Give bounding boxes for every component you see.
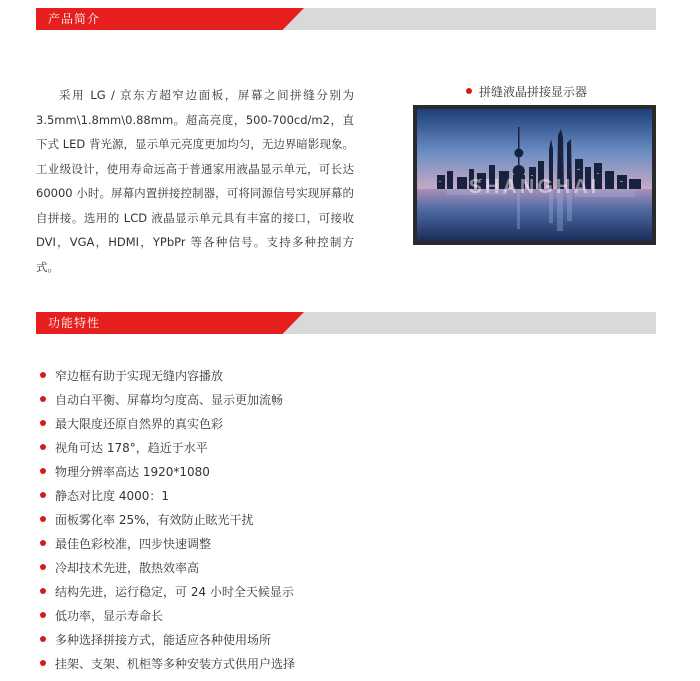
bullet-dot-icon	[40, 588, 46, 594]
intro-paragraph: 采用 LG / 京东方超窄边面板，屏幕之间拼缝分别为 3.5mm\1.8mm\0.88mm。超高亮度，500-700cd/m2，直下式 LED 背光源，显示单元亮度更加均匀，无边界暗影现象。工业级设计，使用寿命远高于普通家用液晶显示单元，可长达 60000 小时。屏幕内置拼接控制器，可将同源信号实现屏幕的自拼接。选用的 LCD 液晶显示单元具有丰富的接口，可接收 DVI，VGA，HDMI，YPbPr 等各种信号。支持多种控制方式。	[36, 88, 354, 274]
feature-item-text: 冷却技术先进，散热效率高	[55, 560, 200, 575]
bullet-dot-icon	[40, 612, 46, 618]
feature-item	[40, 627, 295, 651]
bullet-dot-icon	[40, 420, 46, 426]
feature-item-text: 面板雾化率 25%，有效防止眩光干扰	[55, 512, 254, 527]
feature-item	[40, 579, 295, 603]
product-image-caption	[466, 82, 587, 100]
feature-item-text: 最大限度还原自然界的真实色彩	[55, 416, 224, 431]
feature-item	[40, 411, 295, 435]
feature-item-text: 静态对比度 4000：1	[55, 488, 169, 503]
feature-item	[40, 435, 295, 459]
section-header-intro	[36, 8, 656, 30]
bullet-dot-icon	[40, 636, 46, 642]
feature-item-text: 低功率，显示寿命长	[55, 608, 164, 623]
feature-item-text: 最佳色彩校准，四步快速调整	[55, 536, 212, 551]
bullet-dot-icon	[466, 88, 472, 94]
bullet-dot-icon	[40, 660, 46, 666]
bullet-dot-icon	[40, 468, 46, 474]
feature-item	[40, 531, 295, 555]
bullet-dot-icon	[40, 540, 46, 546]
feature-item	[40, 651, 295, 675]
feature-item-text: 自动白平衡、屏幕均匀度高、显示更加流畅	[55, 392, 284, 407]
feature-item	[40, 363, 295, 387]
product-image	[413, 105, 656, 245]
section-title-intro: 产品简介	[48, 12, 101, 26]
bullet-dot-icon	[40, 396, 46, 402]
section-header-features	[36, 312, 656, 334]
feature-item-text: 窄边框有助于实现无缝内容播放	[55, 368, 224, 383]
bullet-dot-icon	[40, 564, 46, 570]
feature-item	[40, 555, 295, 579]
feature-list	[40, 363, 295, 675]
image-overlay-text: SHANGHAI	[468, 176, 600, 198]
product-image-caption-text: 拼缝液晶拼接显示器	[479, 84, 588, 99]
feature-item	[40, 603, 295, 627]
feature-item-text: 多种选择拼接方式，能适应各种使用场所	[55, 632, 272, 647]
feature-item	[40, 459, 295, 483]
feature-item-text: 挂架、支架、机柜等多种安装方式供用户选择	[55, 656, 296, 671]
bullet-dot-icon	[40, 444, 46, 450]
bullet-dot-icon	[40, 492, 46, 498]
section-title-features: 功能特性	[48, 316, 101, 330]
feature-item-text: 视角可达 178°，趋近于水平	[55, 440, 208, 455]
feature-item	[40, 387, 295, 411]
feature-item-text: 结构先进，运行稳定，可 24 小时全天候显示	[55, 584, 294, 599]
shanghai-skyline-image	[417, 109, 652, 241]
feature-item	[40, 507, 295, 531]
feature-item-text: 物理分辨率高达 1920*1080	[55, 464, 210, 479]
bullet-dot-icon	[40, 516, 46, 522]
bullet-dot-icon	[40, 372, 46, 378]
feature-item	[40, 483, 295, 507]
